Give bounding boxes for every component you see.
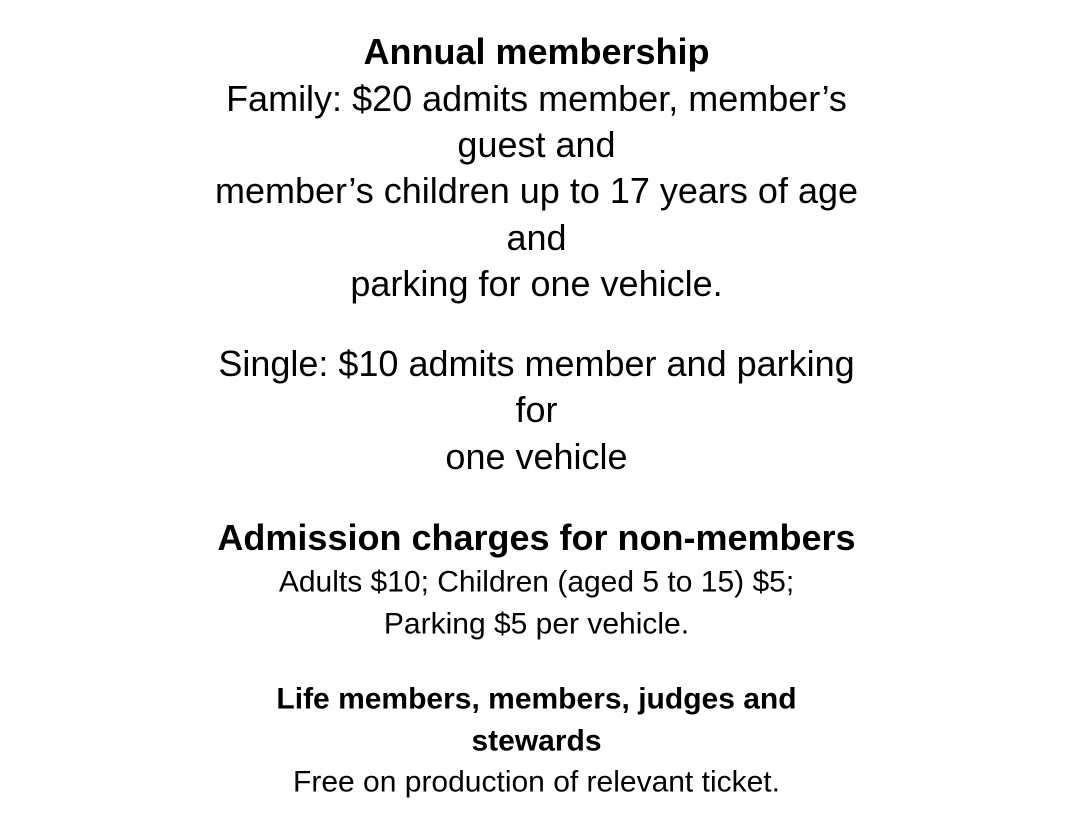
single-membership-line: Single: $10 admits member and parking — [218, 343, 855, 385]
family-membership-line: Family: $20 admits member, member’s — [226, 78, 847, 120]
life-members-heading: stewards — [471, 724, 602, 758]
single-membership-line: for — [515, 389, 558, 431]
life-members-heading: Life members, members, judges and — [276, 682, 797, 716]
family-membership-line: and — [506, 217, 567, 259]
non-member-admission-heading: Admission charges for non-members — [217, 517, 856, 559]
annual-membership-heading: Annual membership — [363, 31, 710, 73]
non-member-charge-line: Parking $5 per vehicle. — [383, 607, 690, 641]
non-member-charge-line: Adults $10; Children (aged 5 to 15) $5; — [278, 565, 795, 599]
family-membership-line: parking for one vehicle. — [350, 263, 723, 305]
family-membership-line: member’s children up to 17 years of age — [214, 170, 859, 212]
family-membership-line: guest and — [457, 124, 616, 166]
single-membership-line: one vehicle — [445, 436, 628, 478]
life-members-text: Free on production of relevant ticket. — [293, 765, 780, 799]
